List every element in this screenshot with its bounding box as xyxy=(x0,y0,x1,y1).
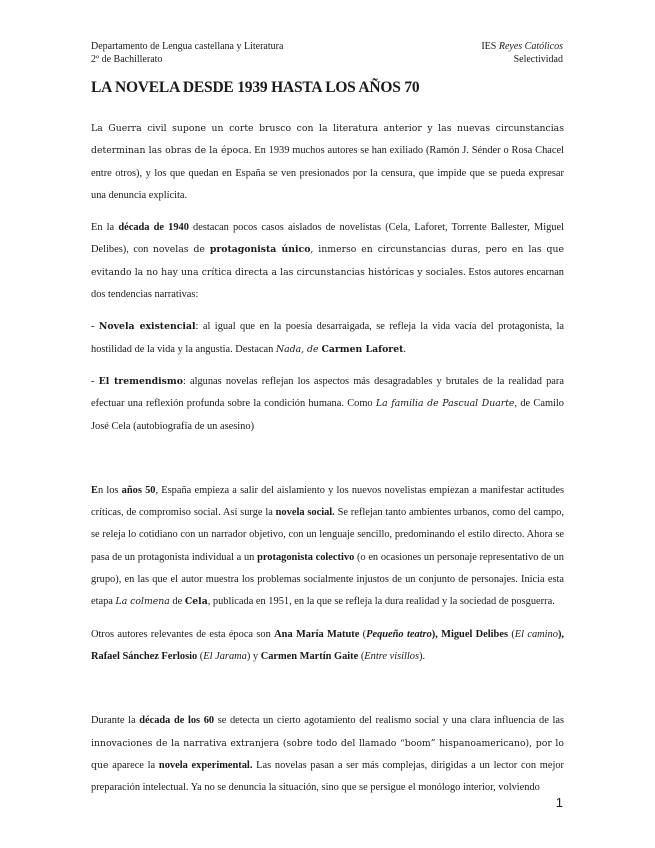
document-body xyxy=(91,118,564,799)
paragraph-1950s: En los años 50, España empieza a salir del aislamiento y los nuevos novelistas empiezan a manifestar actitudes críticas, de compromiso social. Así surge la novela social. Se reflejan tanto ambientes urbanos, como del campo, se releja lo cotidiano con un narrador objetivo, con un lenguaje sencillo, predominando el estilo directo. Ahora se pasa de un protagonista individual a un protagonista colectivo (o en ocasiones un personaje representativo de un grupo), en las que el autor muestra los problemas socialmente injustos de un conjunto de personajes. Inicia esta etapa La colmena de Cela, publicada en 1951, en la que se refleja la dura realidad y la sociedad de posguerra. xyxy=(91,484,564,608)
page-title: LA NOVELA DESDE 1939 HASTA LOS AÑOS 70 xyxy=(91,79,420,96)
school-label: IES Reyes Católicos xyxy=(481,41,563,52)
paragraph-novela-existencial: - Novela existencial: al igual que en la poesía desarraigada, se refleja la vida vacía del protagonista, la hostilidad de la vida y la angustia. Destacan Nada, de Carmen Laforet. xyxy=(91,321,565,355)
exam-label: Selectividad xyxy=(513,54,563,65)
school-name: Reyes Católicos xyxy=(498,41,563,52)
header-right xyxy=(481,40,563,66)
page-number: 1 xyxy=(555,795,563,810)
paragraph-intro: La Guerra civil supone un corte brusco con la literatura anterior y las nuevas circunstancias determinan las obras de la época. En 1939 muchos autores se han exiliado (Ramón J. Sénder o Rosa Chacel entre otros), y los que quedan en España se ven presionados por la censura, que impide que se pueda expresar una denuncia explícita. xyxy=(91,123,564,201)
paragraph-1940s: En la década de 1940 destacan pocos casos aislados de novelistas (Cela, Laforet, Torrente Ballester, Miguel Delibes), con novelas de protagonista único, inmerso en circunstancias duras, pero en las que evitando la no hay una crítica directa a las circunstancias históricas y sociales. Estos autores encarnan dos tendencias narrativas: xyxy=(91,222,565,301)
paragraph-1960s: Durante la década de los 60 se detecta un cierto agotamiento del realismo social y una clara influencia de las innovaciones de la narrativa extranjera (sobre todo del llamado “boom” hispanoamericano), por lo que aparece la novela experimental. Las novelas pasan a ser más complejas, dirigidas a un lector con mejor preparación intelectual. Ya no se denuncia la situación, sino que se persigue el monólogo interior, volviendo xyxy=(91,715,565,794)
course-label: 2º de Bachillerato xyxy=(91,54,163,65)
paragraph-otros-autores: Otros autores relevantes de esta época son Ana María Matute (Pequeño teatro), Miguel Delibes (El camino), Rafael Sánchez Ferlosio (El Jarama) y Carmen Martín Gaite (Entre visillos). xyxy=(91,628,565,662)
department-label: Departamento de Lengua castellana y Literatura xyxy=(91,41,284,52)
paragraph-tremendismo: - El tremendismo: algunas novelas reflejan los aspectos más desagradables y brutales de la realidad para efectuar una reflexión profunda sobre la condición humana. Como La familia de Pascual Duarte, de Camilo José Cela (autobiografía de un asesino) xyxy=(91,375,565,432)
header-left xyxy=(91,40,283,66)
